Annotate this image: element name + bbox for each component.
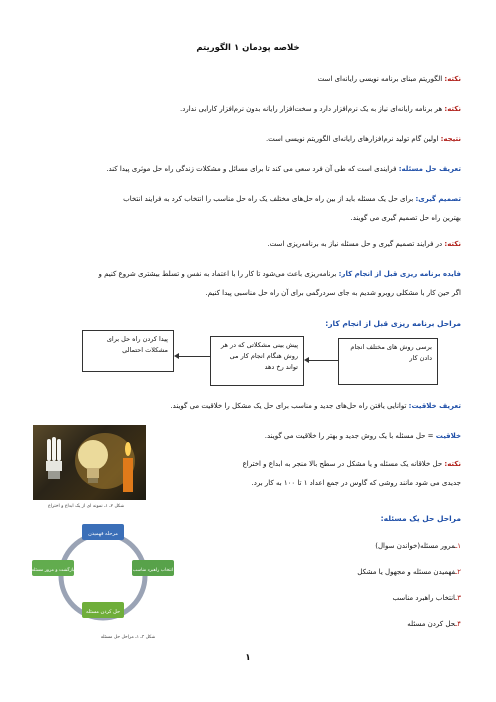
step-4-text: حل کردن مسئله xyxy=(407,620,456,628)
decision-making-text-2: بهترین راه حل تصمیم گیری می گویند. xyxy=(350,214,461,222)
arrow-left-icon xyxy=(304,357,309,363)
creativity-formula xyxy=(191,430,461,443)
step-1-text: مرور مسئله(خواندن سوال) xyxy=(375,542,456,550)
step-1-number: ۱ـ xyxy=(455,542,461,550)
step-3-number: ۳ـ xyxy=(455,594,461,602)
note-3-label: نکته: xyxy=(444,240,461,248)
problem-solving-definition xyxy=(33,163,461,176)
problem-solving-text: فرایندی است که طی آن فرد سعی می کند تا برای مسائل و مشکلات زندگی راه حل موثری پیدا کند. xyxy=(106,165,397,173)
note-2-text: هر برنامه رایانه‌ای نیاز به یک نرم‌افزار دارد و سخت‌افزار رایانه بدون نرم‌افزار کارایی ندارد. xyxy=(180,105,443,113)
cycle-caption: شکل ۳ـ ۱ـ مراحل حل مسئله xyxy=(100,635,156,640)
planning-stages-heading: مراحل برنامه ریزی قبل از انجام کار: xyxy=(325,319,461,328)
cycle-label-bottom: حل کردن مسئله xyxy=(85,609,121,615)
step-3 xyxy=(392,593,461,603)
planning-benefit-text-2: اگر حین کار با مشکلی روبرو شدیم به جای سردرگمی برای آن راه حل مناسبی پیدا کنیم. xyxy=(205,289,461,297)
flow-arrow-1 xyxy=(307,360,338,361)
result xyxy=(33,133,461,146)
bulb-candle-illustration xyxy=(33,425,146,500)
decision-making-text-1: برای حل یک مسئله باید از بین راه حل‌های مختلف یک راه حل مناسب را انتخاب کرد به فرایند انتخاب xyxy=(123,195,414,203)
planning-benefit-label: فایده برنامه ریزی قبل از انجام کار: xyxy=(338,270,461,278)
problem-solving-label: تعریف حل مسئله: xyxy=(398,165,461,173)
step-4-number: ۴ـ xyxy=(455,620,461,628)
note-4-text-2: جدیدی می شود مانند روشی که گاوس در جمع اعداد ۱ تا ۱۰۰ به کار برد. xyxy=(251,479,461,487)
note-1-label: نکته: xyxy=(444,75,461,83)
note-1-text: الگوریتم مبنای برنامه نویسی رایانه‌ای است xyxy=(317,75,443,83)
note-4-label: نکته: xyxy=(444,460,461,468)
step-4 xyxy=(407,619,461,629)
result-text: اولین گام تولید نرم‌افزارهای رایانه‌ای الگوریتم نویسی است. xyxy=(265,135,439,143)
problem-stages-heading: مراحل حل یک مسئله: xyxy=(380,514,461,523)
image-caption: شکل ۲ـ ۱ـ نمونه ای از یک ابداع و اختراع xyxy=(48,504,125,509)
bulb-candle-image xyxy=(33,425,146,500)
page-title: خلاصه پودمان ۱ الگوریتم xyxy=(196,43,300,53)
flow-box-2: پیش بینی مشکلاتی که در هر روش هنگام انجام کار می تواند رخ دهد xyxy=(210,336,304,386)
note-2-label: نکته: xyxy=(444,105,461,113)
planning-benefit xyxy=(33,268,461,300)
arrow-left-icon xyxy=(174,353,179,359)
note-1 xyxy=(33,73,461,86)
page-number: ۱ xyxy=(245,653,251,663)
flow-arrow-2 xyxy=(177,356,210,357)
cycle-label-right: انتخاب راهبرد مناسب xyxy=(132,568,174,573)
note-4-text-1: حل خلاقانه یک مسئله و یا مشکل در سطح بالا منجر به ابداع و اختراع xyxy=(242,460,443,468)
cycle-label-top: مرحله فهمیدن xyxy=(88,531,118,537)
problem-solving-cycle-diagram xyxy=(28,516,178,644)
decision-making xyxy=(33,193,461,225)
cycle-label-left: بازگشت و مرور مسئله xyxy=(31,568,75,573)
creativity-text: توانایی یافتن راه حل‌های جدید و مناسب برای حل یک مشکل را خلاقیت می گویند. xyxy=(170,402,407,410)
note-3-text: در فرایند تصمیم گیری و حل مسئله نیاز به برنامه‌ریزی است. xyxy=(267,240,443,248)
note-4 xyxy=(171,458,461,490)
creativity-formula-text: = حل مسئله با یک روش جدید و بهتر را خلاقیت می گویند. xyxy=(264,432,434,440)
result-label: نتیجه: xyxy=(440,135,461,143)
energy-saving-bulb-icon xyxy=(46,437,62,479)
flow-box-1: برسی روش های مختلف انجام دادن کار xyxy=(338,338,438,385)
step-3-text: انتخاب راهبرد مناسب xyxy=(392,594,456,602)
note-3 xyxy=(33,238,461,251)
note-2 xyxy=(33,103,461,116)
creativity-definition xyxy=(33,400,461,413)
creativity-label: تعریف خلاقیت: xyxy=(408,402,461,410)
creativity-formula-label: خلاقیت xyxy=(435,432,461,440)
planning-benefit-text-1: برنامه‌ریزی باعث می‌شود تا کار را با اعتماد به نفس و تسلط بیشتری شروع کنیم و xyxy=(98,270,337,278)
step-2-number: ۲ـ xyxy=(455,568,461,576)
step-2-text: فهمیدن مسئله و مجهول یا مشکل xyxy=(357,568,456,576)
flow-box-3: پیدا کردن راه حل برای مشکلات احتمالی xyxy=(82,330,174,372)
step-1 xyxy=(375,541,461,551)
decision-making-label: تصمیم گیری: xyxy=(415,195,461,203)
step-2 xyxy=(357,567,461,577)
